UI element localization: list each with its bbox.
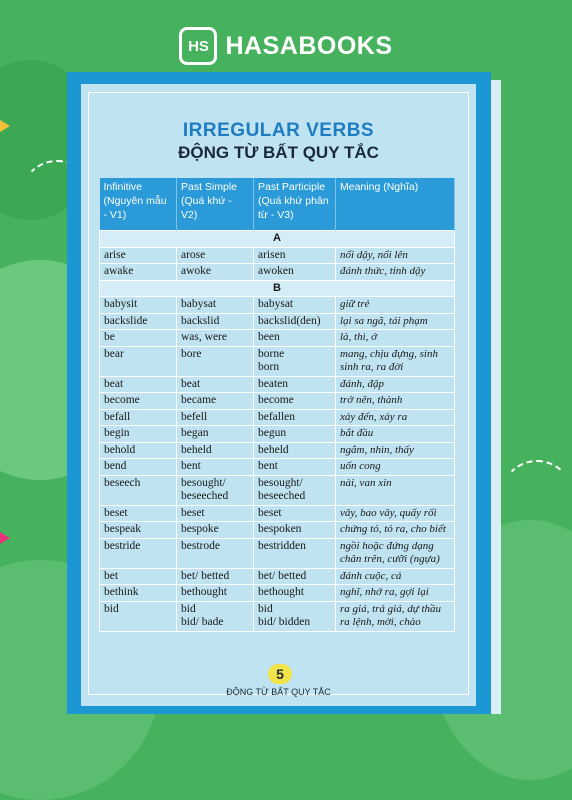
infinitive-cell: bethink xyxy=(100,585,177,602)
meaning-cell: trở nên, thành xyxy=(336,393,455,410)
brand-name: HASABOOKS xyxy=(225,31,393,60)
table-body xyxy=(100,231,455,632)
infinitive-cell: begin xyxy=(100,426,177,443)
meaning-cell: là, thì, ở xyxy=(336,330,455,347)
table-row xyxy=(100,459,455,476)
meaning-cell: vây, bao vây, quấy rối xyxy=(336,505,455,522)
past-simple-cell: bid bid/ bade xyxy=(177,601,254,631)
infinitive-cell: bet xyxy=(100,568,177,585)
meaning-cell: xảy đến, xảy ra xyxy=(336,409,455,426)
infinitive-cell: beset xyxy=(100,505,177,522)
past-participle-cell: bid bid/ bidden xyxy=(254,601,336,631)
past-participle-cell: begun xyxy=(254,426,336,443)
past-participle-cell: bestridden xyxy=(254,538,336,568)
past-simple-cell: bore xyxy=(177,346,254,376)
infinitive-cell: arise xyxy=(100,247,177,264)
past-participle-cell: beset xyxy=(254,505,336,522)
past-simple-cell: backslid xyxy=(177,313,254,330)
column-header: Past Simple (Quá khứ - V2) xyxy=(177,178,254,231)
infinitive-cell: bend xyxy=(100,459,177,476)
past-participle-cell: beaten xyxy=(254,376,336,393)
past-participle-cell: been xyxy=(254,330,336,347)
infinitive-cell: babysit xyxy=(100,297,177,314)
infinitive-cell: awake xyxy=(100,264,177,281)
past-participle-cell: bent xyxy=(254,459,336,476)
brand-mark-icon: HS xyxy=(179,27,217,65)
decorative-arrow xyxy=(0,532,10,544)
meaning-cell: mang, chịu đựng, sinh sinh ra, ra đời xyxy=(336,346,455,376)
past-participle-cell: babysat xyxy=(254,297,336,314)
meaning-cell: bắt đầu xyxy=(336,426,455,443)
table-row xyxy=(100,522,455,539)
past-simple-cell: beheld xyxy=(177,442,254,459)
meaning-cell: ngắm, nhìn, thấy xyxy=(336,442,455,459)
page-title: IRREGULAR VERBS xyxy=(182,120,375,141)
meaning-cell: đánh thức, tỉnh dậy xyxy=(336,264,455,281)
past-simple-cell: babysat xyxy=(177,297,254,314)
table-row xyxy=(100,442,455,459)
table-row xyxy=(100,264,455,281)
past-participle-cell: backslid(den) xyxy=(254,313,336,330)
past-simple-cell: arose xyxy=(177,247,254,264)
past-participle-cell: bet/ betted xyxy=(254,568,336,585)
infinitive-cell: backslide xyxy=(100,313,177,330)
irregular-verbs-table xyxy=(99,178,455,632)
meaning-cell: ngồi hoặc đứng dạng chân trên, cưỡi (ngựa) xyxy=(336,538,455,568)
infinitive-cell: bid xyxy=(100,601,177,631)
table-row xyxy=(100,313,455,330)
page-footer: ĐỘNG TỪ BẤT QUY TẮC xyxy=(226,687,331,697)
past-participle-cell: bethought xyxy=(254,585,336,602)
table-row xyxy=(100,346,455,376)
infinitive-cell: beseech xyxy=(100,475,177,505)
table-row xyxy=(100,297,455,314)
brand-logo xyxy=(0,22,572,70)
section-letter: A xyxy=(100,231,455,248)
table-row xyxy=(100,568,455,585)
section-letter-row xyxy=(100,231,455,248)
table-row xyxy=(100,376,455,393)
past-simple-cell: was, were xyxy=(177,330,254,347)
past-simple-cell: bent xyxy=(177,459,254,476)
past-simple-cell: became xyxy=(177,393,254,410)
infinitive-cell: behold xyxy=(100,442,177,459)
infinitive-cell: beat xyxy=(100,376,177,393)
meaning-cell: đánh cuộc, cá xyxy=(336,568,455,585)
table-row xyxy=(100,601,455,631)
page-number: 5 xyxy=(268,664,292,684)
meaning-cell: ra giá, trả giá, dự thầu ra lệnh, mời, chào xyxy=(336,601,455,631)
infinitive-cell: bestride xyxy=(100,538,177,568)
meaning-cell: nổi dậy, nổi lên xyxy=(336,247,455,264)
column-header: Meaning (Nghĩa) xyxy=(336,178,455,231)
past-participle-cell: awoken xyxy=(254,264,336,281)
table-row xyxy=(100,330,455,347)
column-header: Infinitive (Nguyên mẫu - V1) xyxy=(100,178,177,231)
section-letter-row xyxy=(100,280,455,297)
meaning-cell: giữ trẻ xyxy=(336,297,455,314)
past-participle-cell: become xyxy=(254,393,336,410)
book-page-edge xyxy=(491,80,501,714)
table-header-row xyxy=(100,178,455,231)
past-participle-cell: beheld xyxy=(254,442,336,459)
past-simple-cell: beat xyxy=(177,376,254,393)
past-simple-cell: bestrode xyxy=(177,538,254,568)
table-row xyxy=(100,393,455,410)
page-subtitle: ĐỘNG TỪ BẤT QUY TẮC xyxy=(178,143,379,162)
past-participle-cell: borne born xyxy=(254,346,336,376)
table-row xyxy=(100,585,455,602)
infinitive-cell: bespeak xyxy=(100,522,177,539)
column-header: Past Participle (Quá khứ phân từ - V3) xyxy=(254,178,336,231)
table-row xyxy=(100,409,455,426)
meaning-cell: chứng tỏ, tỏ ra, cho biết xyxy=(336,522,455,539)
past-simple-cell: besought/ beseeched xyxy=(177,475,254,505)
meaning-cell: nghĩ, nhớ ra, gợi lại xyxy=(336,585,455,602)
table-row xyxy=(100,475,455,505)
past-simple-cell: befell xyxy=(177,409,254,426)
decorative-dashed-curve xyxy=(500,460,572,534)
table-row xyxy=(100,247,455,264)
past-participle-cell: arisen xyxy=(254,247,336,264)
table-row xyxy=(100,538,455,568)
decorative-arrow xyxy=(0,120,10,132)
past-participle-cell: befallen xyxy=(254,409,336,426)
past-participle-cell: besought/ beseeched xyxy=(254,475,336,505)
table-row xyxy=(100,426,455,443)
meaning-cell: nài, van xin xyxy=(336,475,455,505)
infinitive-cell: befall xyxy=(100,409,177,426)
past-simple-cell: bespoke xyxy=(177,522,254,539)
past-simple-cell: began xyxy=(177,426,254,443)
table-row xyxy=(100,505,455,522)
past-simple-cell: awoke xyxy=(177,264,254,281)
meaning-cell: uốn cong xyxy=(336,459,455,476)
past-simple-cell: beset xyxy=(177,505,254,522)
past-simple-cell: bet/ betted xyxy=(177,568,254,585)
meaning-cell: lại sa ngã, tái phạm xyxy=(336,313,455,330)
infinitive-cell: bear xyxy=(100,346,177,376)
infinitive-cell: be xyxy=(100,330,177,347)
infinitive-cell: become xyxy=(100,393,177,410)
past-participle-cell: bespoken xyxy=(254,522,336,539)
past-simple-cell: bethought xyxy=(177,585,254,602)
section-letter: B xyxy=(100,280,455,297)
meaning-cell: đánh, đập xyxy=(336,376,455,393)
